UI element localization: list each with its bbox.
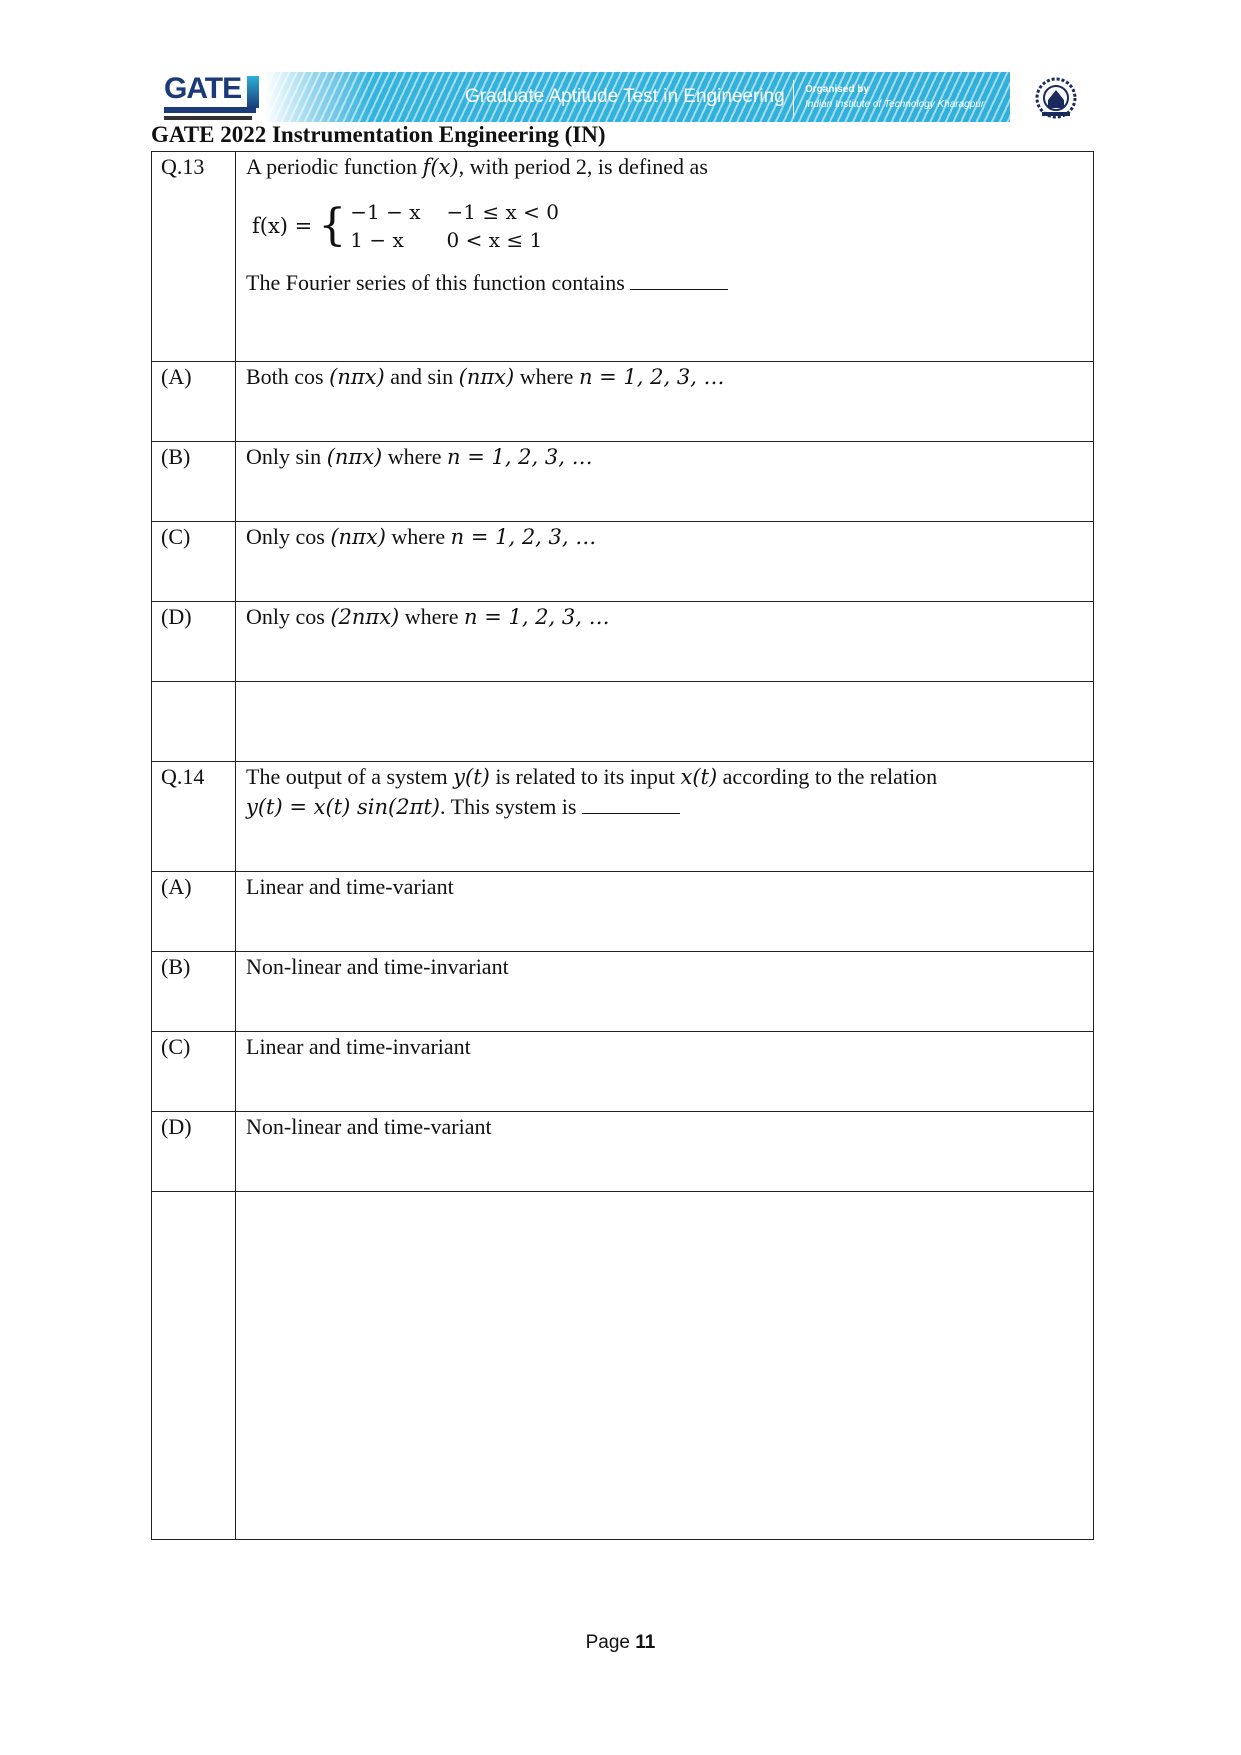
option-math: (nπx) (330, 525, 386, 549)
question-intro (246, 152, 1085, 182)
stem-math: f(x) (422, 155, 459, 179)
option-row (152, 602, 1094, 682)
option-row (152, 952, 1094, 1032)
option-label: (C) (152, 1032, 236, 1112)
answer-blank (630, 269, 728, 290)
option-math: (nπx) (458, 365, 515, 389)
option-word: where (514, 364, 579, 389)
stem-math: y(t) (453, 765, 490, 789)
question-number: Q.13 (152, 152, 236, 362)
gate-logo (162, 70, 262, 126)
option-text: Linear and time-invariant (236, 1032, 1094, 1112)
option-label: (A) (152, 872, 236, 952)
question-row (152, 762, 1094, 872)
option-word: where (382, 444, 447, 469)
organised-by-label: Organised by (805, 84, 869, 95)
stem-text: The output of a system (246, 764, 454, 789)
option-text (236, 442, 1094, 522)
case1-condition: −1 ≤ x < 0 (446, 200, 559, 224)
option-math: n = 1, 2, 3, … (578, 365, 725, 389)
option-text: Non-linear and time-invariant (236, 952, 1094, 1032)
stem-math: x(t) (680, 765, 718, 789)
option-row (152, 362, 1094, 442)
document-title: GATE 2022 Instrumentation Engineering (IN) (151, 122, 606, 147)
case1-expression: −1 − x (350, 200, 421, 224)
spacer-row (152, 682, 1094, 762)
gate-tagline-bar (164, 107, 256, 113)
option-label: (C) (152, 522, 236, 602)
spacer-cell (236, 682, 1094, 762)
option-math: (nπx) (329, 365, 385, 389)
piecewise-lhs: f(x) = (252, 213, 313, 238)
option-label: (B) (152, 442, 236, 522)
spacer-cell (152, 1192, 236, 1540)
gate-hindi-bar (164, 116, 252, 120)
stem-math: y(t) = x(t) sin(2πt) (246, 795, 440, 819)
case2-condition: 0 < x ≤ 1 (446, 228, 543, 252)
iit-emblem-icon (1034, 76, 1078, 120)
page-number (0, 1632, 1241, 1654)
option-math: (2nπx) (330, 605, 400, 629)
left-brace: { (318, 200, 347, 251)
stem-text: A periodic function (246, 154, 423, 179)
option-word: Only sin (246, 444, 327, 469)
option-word: where (399, 604, 464, 629)
option-math: n = 1, 2, 3, … (464, 605, 610, 629)
organiser-name: Indian Institute of Technology Kharagpur (805, 99, 985, 110)
gate-year-mark (247, 76, 259, 108)
option-math: n = 1, 2, 3, … (447, 445, 593, 469)
piecewise-definition (252, 198, 1085, 254)
option-text: Linear and time-variant (236, 872, 1094, 952)
question-stem (236, 762, 1094, 872)
option-text: Non-linear and time-variant (236, 1112, 1094, 1192)
page-label: Page (585, 1632, 636, 1653)
header-banner (162, 70, 1092, 126)
option-word: and sin (384, 364, 459, 389)
gate-logo-text: GATE (164, 72, 242, 105)
stem-text: , with period 2, is defined as (458, 154, 708, 179)
option-math: (nπx) (326, 445, 383, 469)
stem-text: is related to its input (489, 764, 681, 789)
banner-divider (793, 80, 794, 118)
answer-blank (582, 793, 680, 814)
question-prompt (246, 268, 1085, 297)
option-word: Only cos (246, 604, 331, 629)
option-word: Both cos (246, 364, 330, 389)
page-number-value: 11 (635, 1632, 656, 1653)
prompt-text: The Fourier series of this function contains (246, 270, 625, 295)
piecewise-cases (350, 198, 559, 254)
spacer-cell (236, 1192, 1094, 1540)
option-text (236, 362, 1094, 442)
option-row (152, 872, 1094, 952)
question-number: Q.14 (152, 762, 236, 872)
option-text (236, 522, 1094, 602)
option-row (152, 1032, 1094, 1112)
case2-expression: 1 − x (350, 228, 404, 252)
option-row (152, 522, 1094, 602)
option-label: (B) (152, 952, 236, 1032)
spacer-row (152, 1192, 1094, 1540)
option-word: Only cos (246, 524, 331, 549)
question-table (151, 151, 1094, 1540)
banner-title: Graduate Aptitude Test in Engineering (465, 86, 785, 107)
option-row (152, 1112, 1094, 1192)
option-math: n = 1, 2, 3, … (450, 525, 597, 549)
stem-text: . This system is (439, 794, 577, 819)
option-word: where (385, 524, 451, 549)
option-row (152, 442, 1094, 522)
option-label: (D) (152, 602, 236, 682)
banner-stripe (265, 72, 1010, 122)
question-stem (236, 152, 1094, 362)
spacer-cell (152, 682, 236, 762)
stem-text: according to the relation (717, 764, 938, 789)
option-text (236, 602, 1094, 682)
question-row (152, 152, 1094, 362)
option-label: (A) (152, 362, 236, 442)
option-label: (D) (152, 1112, 236, 1192)
